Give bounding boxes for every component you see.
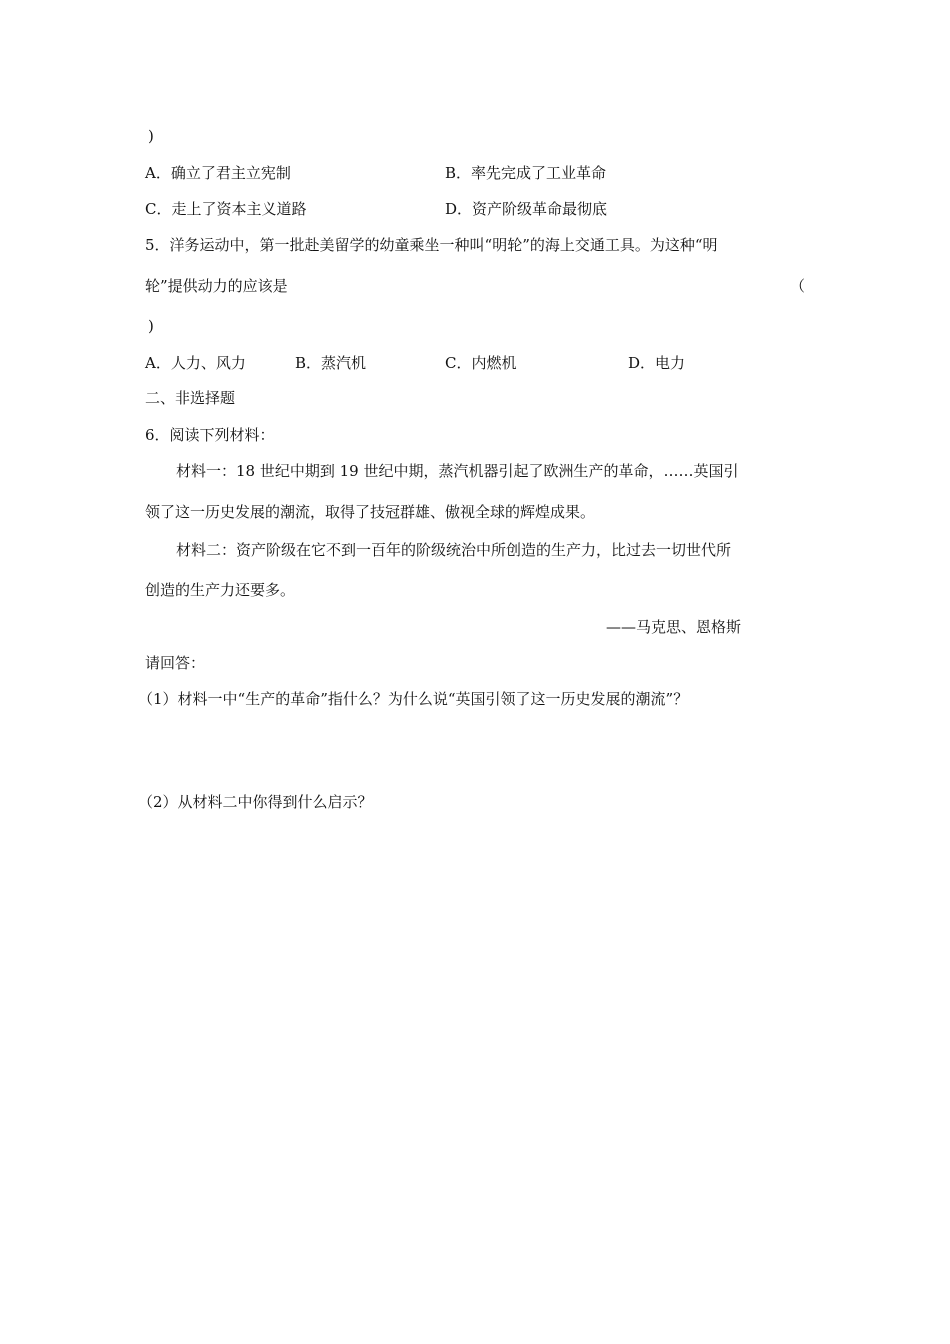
- q5-close-paren: ): [148, 317, 154, 335]
- q4-option-b: B．率先完成了工业革命: [445, 164, 607, 182]
- q5-option-c: C．内燃机: [445, 354, 517, 372]
- q6-material2-line1: 材料二：资产阶级在它不到一百年的阶级统治中所创造的生产力，比过去一切世代所: [176, 541, 732, 559]
- q4-option-d: D．资产阶级革命最彻底: [445, 200, 608, 218]
- q6-material2-line2: 创造的生产力还要多。: [145, 581, 296, 599]
- section-title: 二、非选择题: [145, 389, 236, 407]
- q6-material1-line2: 领了这一历史发展的潮流，取得了技冠群雄、傲视全球的辉煌成果。: [145, 503, 596, 521]
- q6-material1-line1: 材料一：18 世纪中期到 19 世纪中期，蒸汽机器引起了欧洲生产的革命，……英国引: [176, 462, 739, 480]
- q5-stem-line1: 5．洋务运动中，第一批赴美留学的幼童乘坐一种叫“明轮”的海上交通工具。为这种“明: [145, 236, 718, 254]
- q5-stem-line2: 轮”提供动力的应该是: [145, 277, 288, 295]
- q4-option-c: C．走上了资本主义道路: [145, 200, 307, 218]
- q4-option-a: A．确立了君主立宪制: [145, 164, 291, 182]
- q5-open-paren: （: [790, 277, 806, 295]
- q4-close-paren: ): [148, 127, 154, 145]
- q5-option-a: A．人力、风力: [145, 354, 246, 372]
- q6-attribution: ——马克思、恩格斯: [606, 618, 742, 636]
- q6-subquestion-1: （1）材料一中“生产的革命”指什么？为什么说“英国引领了这一历史发展的潮流”？: [138, 690, 689, 708]
- q6-subquestion-2: （2）从材料二中你得到什么启示？: [138, 793, 373, 811]
- q6-prompt: 请回答：: [145, 654, 206, 672]
- q5-option-b: B．蒸汽机: [295, 354, 367, 372]
- q6-stem: 6．阅读下列材料：: [145, 426, 275, 444]
- q5-option-d: D．电力: [628, 354, 686, 372]
